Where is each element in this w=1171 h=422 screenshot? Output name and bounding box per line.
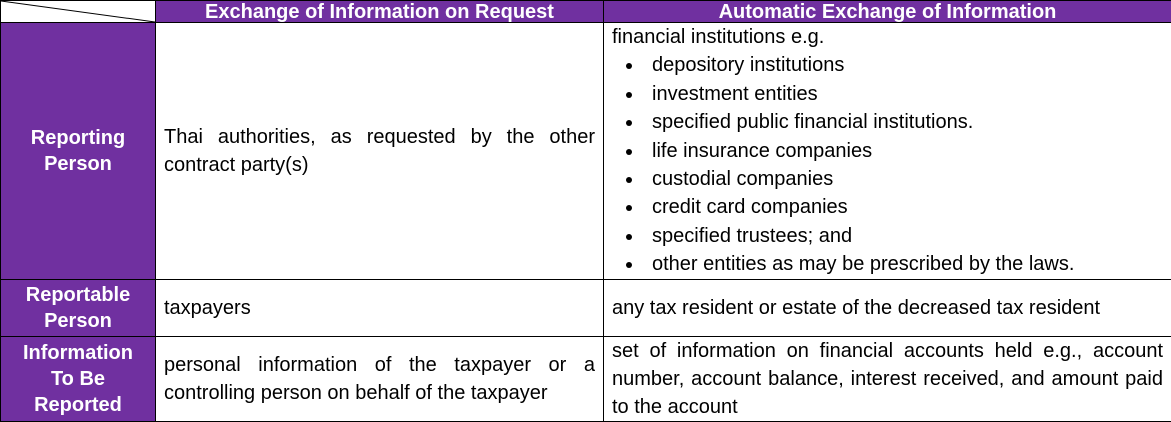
diagonal-line <box>1 1 155 22</box>
row-header-line: Reported <box>5 392 151 418</box>
list-item: • specified trustees; and <box>644 222 1163 250</box>
header-eoir: Exchange of Information on Request <box>156 1 604 23</box>
list-item: • specified public financial institutions. <box>644 108 1163 136</box>
row-header-line: Reporting <box>5 125 151 151</box>
eoir-reporting-person: Thai authorities, as requested by the other contract party(s) <box>156 23 604 280</box>
list-item: • credit card companies <box>644 193 1163 221</box>
aeoi-reportable-person: any tax resident or estate of the decreased tax resident <box>604 279 1171 336</box>
eoir-information-reported: personal information of the taxpayer or a controlling person on behalf of the taxpayer <box>156 336 604 421</box>
row-header-line: Information <box>5 340 151 366</box>
list-item: • custodial companies <box>644 165 1163 193</box>
row-header-line: Person <box>5 308 151 334</box>
aeoi-intro: financial institutions e.g. <box>612 23 1163 51</box>
header-row <box>1 1 1171 23</box>
list-item: • depository institutions <box>644 51 1163 79</box>
row-header-reportable-person <box>1 279 156 336</box>
list-item: • investment entities <box>644 80 1163 108</box>
list-item: • life insurance companies <box>644 137 1163 165</box>
row-header-line: Person <box>5 151 151 177</box>
row-header-line: Reportable <box>5 282 151 308</box>
table-row <box>1 279 1171 336</box>
row-header-line: To Be <box>5 366 151 392</box>
list-item: • other entities as may be prescribed by the laws. <box>644 250 1163 278</box>
aeoi-reporting-person <box>604 23 1171 280</box>
table-row <box>1 23 1171 280</box>
table-row <box>1 336 1171 421</box>
eoir-reportable-person: taxpayers <box>156 279 604 336</box>
corner-cell <box>1 1 156 23</box>
header-aeoi: Automatic Exchange of Information <box>604 1 1171 23</box>
row-header-reporting-person <box>1 23 156 280</box>
institution-list <box>612 51 1163 278</box>
aeoi-information-reported: set of information on financial accounts held e.g., account number, account balance, interest received, and amount paid to the account <box>604 336 1171 421</box>
row-header-information-reported <box>1 336 156 421</box>
